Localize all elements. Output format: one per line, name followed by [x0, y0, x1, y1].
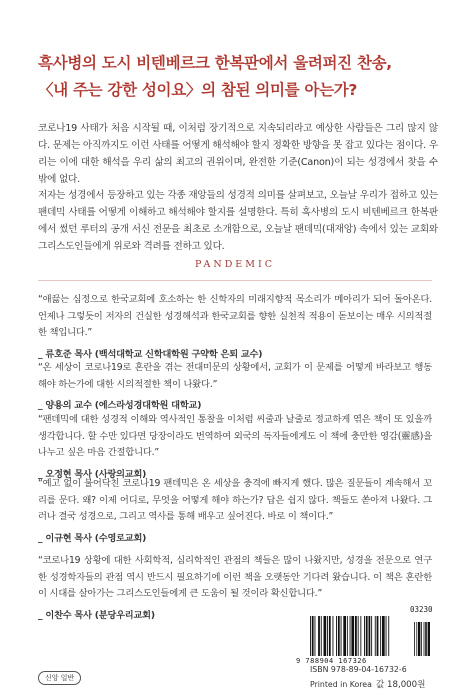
quote-3-text: “팬데믹에 대한 성경적 이해와 역사적인 통찰을 이처럼 씨줄과 날줄로 정교하게 엮은 책이 또 있을까 생각합니다. 할 수만 있다면 당장이라도 번역하여 외국의 독자들에게도 이 책에 충만한 영감(靈感)을 나누고 싶은 마음 간절합니다.”: [38, 414, 432, 458]
intro-paragraph-1: [38, 120, 438, 188]
barcode-digits: 9 788904 167326: [296, 657, 367, 665]
headline: [38, 50, 438, 104]
quote-1-text: “애끓는 심정으로 한국교회에 호소하는 한 신학자의 미래지향적 목소리가 메아리가 되어 돌아온다. 언제나 그렇듯이 저자의 건실한 성경해석과 한국교회를 향한 실천적 적용이 돋보이는 매우 시의적절한 책입니다.”: [38, 294, 432, 338]
quote-3: [38, 412, 432, 483]
quote-3-attribution: _ 오정현 목사 (사랑의교회): [38, 468, 147, 480]
quote-5-text: “코로나19 상황에 대한 사회학적, 심리학적인 관점의 책들은 많이 나왔지만, 성경을 전문으로 연구한 성경학자들의 관점 역시 반드시 필요하기에 이런 책을 오랫동안 기다려 왔습니다. 이 책은 혼란한 이 시대를 살아가는 그리스도인들에게 큰 도움이 될 것이라 확신합니다.”: [38, 555, 432, 599]
quote-1-attribution: _ 류호준 목사 (백석대학교 신학대학원 구약학 은퇴 교수): [38, 348, 263, 360]
section-divider: [38, 280, 432, 281]
quote-2-attribution: _ 양용의 교수 (에스라성경대학원 대학교): [38, 400, 202, 411]
intro-paragraph-2: [38, 187, 438, 255]
price-label: 값 18,000원: [376, 680, 426, 690]
quote-4-text: “예고 없이 불어닥친 코로나19 팬데믹은 온 세상을 충격에 빠지게 했다. 많은 질문들이 계속해서 꼬리를 문다. 왜? 이제 어디로, 무엇을 어떻게 해야 하는가? 답은 쉽지 않다. 책들도 쏟아져 나왔다. 그러나 결국 성경으로, 그리고 역사를 통해 배우고 싶어진다. 바로 이 책이다.”: [38, 478, 432, 522]
headline-line-2: 〈내 주는 강한 성이요〉의 참된 의미를 아는가?: [38, 81, 358, 99]
section-title: PANDEMIC: [195, 259, 275, 270]
category-badge: 신앙 일반: [38, 671, 81, 685]
intro-text-2: 저자는 성경에서 등장하고 있는 각종 재앙들의 성경적 의미를 살펴보고, 오늘날 우리가 접하고 있는 팬데믹 사태를 어떻게 이해하고 해석해야 할지를 설명한다. 특히 흑사병의 도시 비텐베르크 한복판에서 썼던 루터의 공개 서신 전문을 최초로 소개함으로, 오늘날 팬데믹(대재앙) 속에서 있는 교회와 그리스도인들에게 위로와 격려를 전하고 있다.: [38, 190, 438, 252]
barcode-addon: 03230: [410, 605, 433, 614]
quote-2-text: “온 세상이 코로나19로 혼란을 겪는 전대미문의 상황에서, 교회가 이 문제를 어떻게 바라보고 행동해야 하는가에 대한 시의적절한 책이 나왔다.”: [38, 362, 432, 390]
barcode: [310, 616, 438, 656]
quote-2: [38, 360, 432, 415]
quote-1: [38, 292, 432, 363]
quote-4: [38, 476, 432, 547]
quote-5-attribution: _ 이찬수 목사 (분당우리교회): [38, 609, 155, 621]
quote-4-attribution: _ 이규현 목사 (수영로교회): [38, 532, 147, 544]
printed-in-korea: Printed in Korea: [310, 680, 372, 689]
intro-text-1: 코로나19 사태가 처음 시작될 때, 이처럼 장기적으로 지속되리라고 예상한 사람들은 그리 많지 않다. 문제는 아직까지도 이런 사태를 어떻게 해석해야 할지 정확한 방향을 못 잡고 있다는 점이다. 우리는 이에 대한 해석을 우리 삶의 최고의 권위이며, 완전한 기준(Canon)이 되는 성경에서 찾을 수밖에 없다.: [38, 123, 438, 185]
quote-5: [38, 553, 432, 624]
isbn-number: ISBN 978-89-04-16732-6: [310, 665, 407, 674]
headline-line-1: 흑사병의 도시 비텐베르크 한복판에서 울려퍼진 찬송,: [38, 54, 392, 72]
